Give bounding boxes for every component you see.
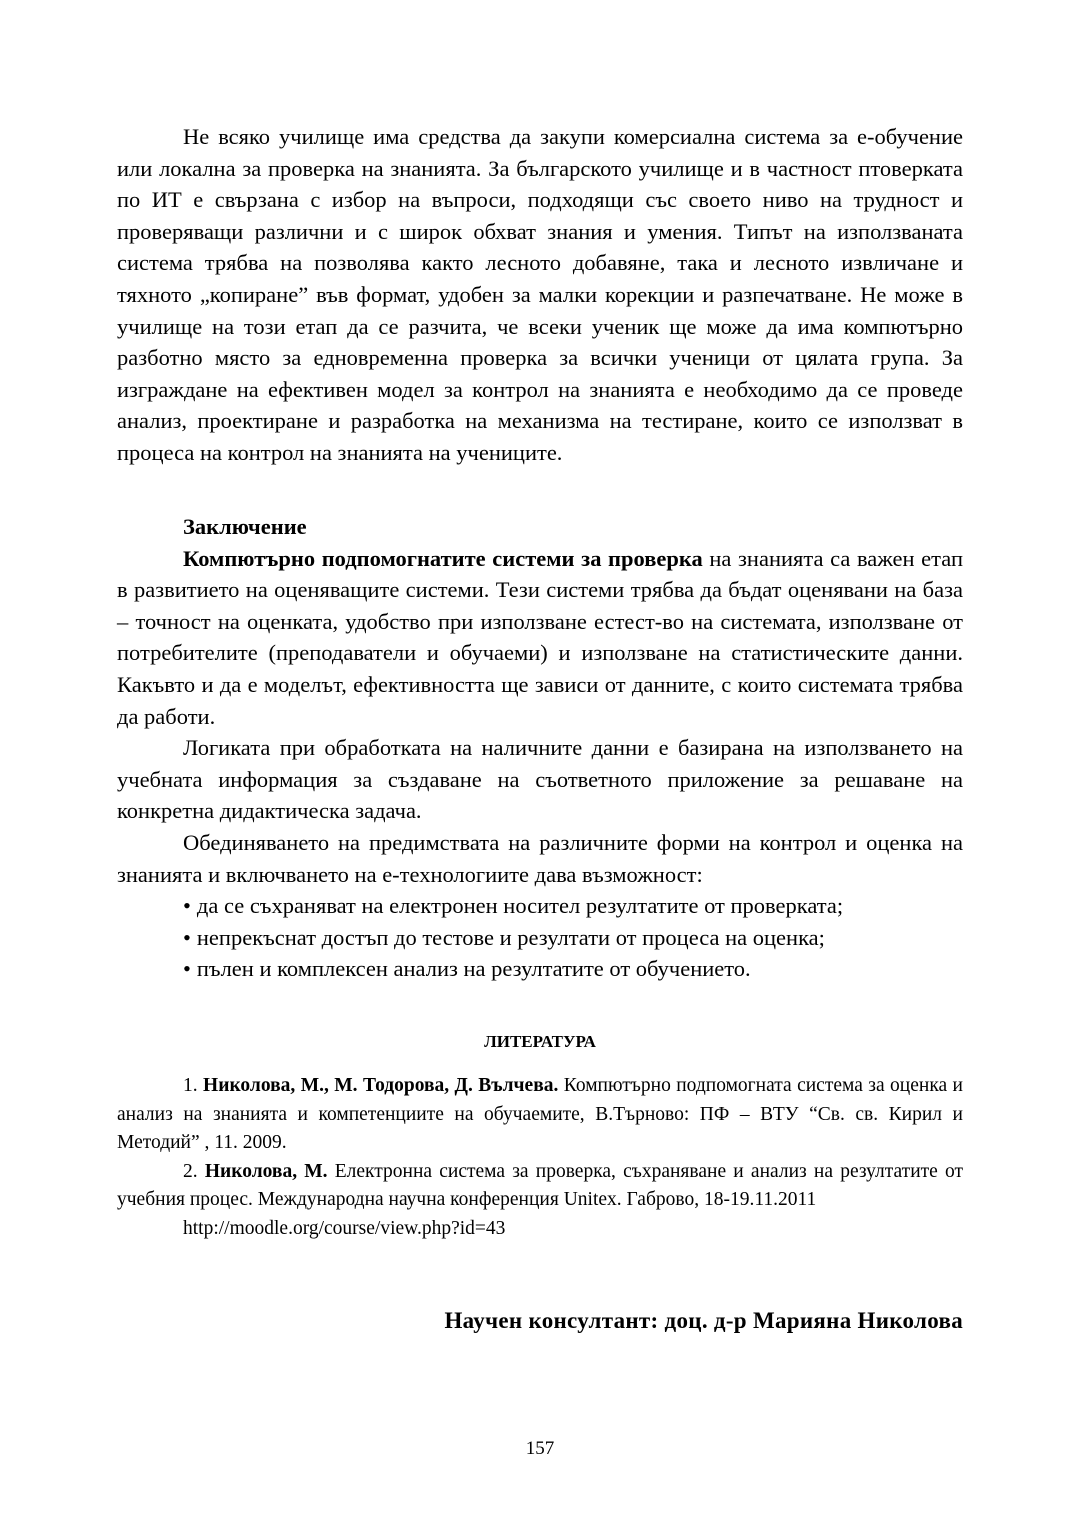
intro-paragraph: Не всяко училище има средства да закупи комерсиална система за е-обучение или локална за проверка на знанията. За българското училище и в частност птоверката по ИТ е свързана с избор на въпроси, подходящи със своето ниво на трудност и проверяващи различни и с широк обхват знания и умения. Типът на използваната система трябва на позволява както лесното добавяне, така и лесното извличане и тяхното „копиране” във формат, удобен за малки корекции и разпечатване. Не може в училище на този етап да се разчита, че всеки ученик ще може да има компютърно разботно място за едновременна проверка за всички ученици от цялата група. За изграждане на ефективен модел за контрол на знанията е необходимо да се проведе анализ, проектиране и разработка на механизма на тестиране, които се използват в процеса на контрол на знанията на учениците. — [117, 124, 963, 465]
reference-text: Електронна система за проверка, съхраняване и анализ на резултатите от учебния процес. Международна научна конференция Unitex. Габрово, 18-19.11.2011 — [117, 1160, 964, 1210]
bullet-icon: • — [183, 893, 191, 919]
conclusion-paragraph-1-text: на знанията са важен етап в развитието на оценяващите системи. Тези системи трябва да бъдат оценявани на база – точност на оценката, удобство при използване естест-во на системата, използване от потребителите (преподаватели и обучаеми) и използване на статистическите данни. Какъвто и да е моделът, ефективността ще зависи от данните, с които системата трябва да работи. — [117, 545, 964, 729]
conclusion-paragraph-2: Логиката при обработката на наличните данни е базирана на използването на учебната информация за създаване на съответното приложение за решаване на конкретна дидактическа задача. — [117, 735, 963, 824]
advantages-list — [117, 890, 963, 985]
literature-section — [117, 1030, 963, 1054]
references-list — [117, 1072, 963, 1243]
reference-authors: Николова, М., М. Тодорова, Д. Вълчева. — [203, 1075, 559, 1096]
conclusion-bold-phrase: Компютърно подпомогнатите системи за проверка — [183, 545, 703, 571]
conclusion-paragraph-3: Обединяването на предимствата на различните форми на контрол и оценка на знанията и включването на е-технологиите дава възможност: — [117, 829, 963, 887]
conclusion-section — [117, 511, 963, 985]
conclusion-heading: Заключение — [183, 514, 307, 539]
reference-item: 2. Николова, М. Електронна система за проверка, съхраняване и анализ на резултатите от учебния процес. Международна научна конференция Unitex. Габрово, 18-19.11.2011 — [117, 1160, 964, 1210]
reference-item: 1. Николова, М., М. Тодорова, Д. Вълчева. Компютърно подпомогната система за оценка и анализ на знанията и компетенциите на обучаемите, В.Търново: ПФ – ВТУ “Св. св. Кирил и Методий” , 11. 2009. — [117, 1075, 963, 1153]
intro-section — [117, 121, 963, 469]
conclusion-paragraph-1 — [117, 543, 963, 733]
reference-url: http://moodle.org/course/view.php?id=43 — [183, 1217, 506, 1239]
page-number: 157 — [525, 1438, 555, 1459]
list-item: • непрекъснат достъп до тестове и резултати от процеса на оценка; — [183, 924, 825, 950]
bullet-icon: • — [183, 956, 191, 982]
list-item: • пълен и комплексен анализ на резултатите от обучението. — [183, 956, 751, 982]
list-item: • да се съхраняват на електронен носител резултатите от проверката; — [183, 893, 844, 919]
reference-text: Компютърно подпомогната система за оценка и анализ на знанията и компетенциите на обучаемите, В.Търново: ПФ – ВТУ “Св. св. Кирил и Методий” , 11. 2009. — [117, 1075, 963, 1153]
scientific-consultant: Научен консултант: доц. д-р Марияна Николова — [444, 1308, 963, 1333]
bullet-icon: • — [183, 924, 191, 950]
literature-title: ЛИТЕРАТУРА — [484, 1032, 596, 1051]
reference-authors: Николова, М. — [204, 1160, 328, 1182]
